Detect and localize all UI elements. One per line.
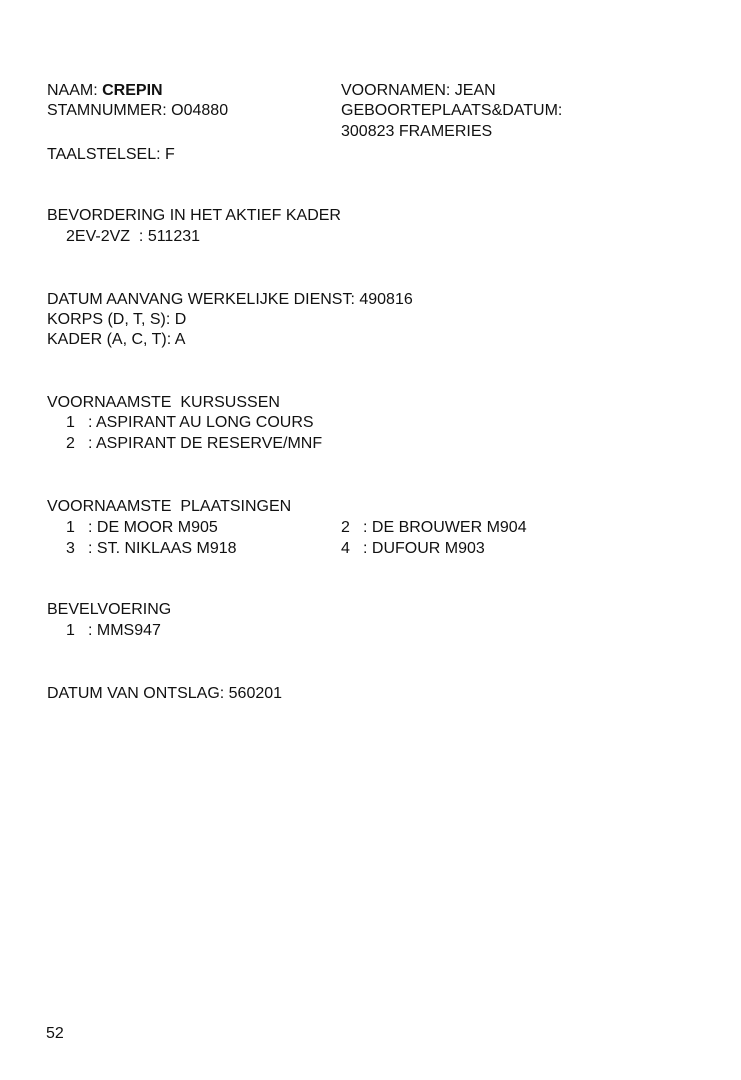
naam-line bbox=[47, 81, 163, 101]
item-number: 4 bbox=[341, 540, 350, 557]
voornamen-label: VOORNAMEN: bbox=[341, 82, 451, 99]
geboorte-label: GEBOORTEPLAATS&DATUM: bbox=[341, 102, 563, 119]
list-item bbox=[66, 621, 161, 641]
item-text: : ASPIRANT AU LONG COURS bbox=[88, 414, 314, 431]
bevelvoering-title: BEVELVOERING bbox=[47, 601, 172, 618]
list-item bbox=[66, 434, 322, 454]
aanvang-dienst: DATUM AANVANG WERKELIJKE DIENST: 490816 bbox=[47, 291, 413, 308]
taalstelsel-value: F bbox=[164, 146, 175, 163]
plaatsingen-title: VOORNAAMSTE PLAATSINGEN bbox=[47, 498, 292, 515]
voornamen-line bbox=[341, 81, 496, 101]
naam-value: CREPIN bbox=[102, 82, 163, 99]
ontslag-line: DATUM VAN ONTSLAG: 560201 bbox=[47, 685, 283, 702]
item-number: 3 bbox=[66, 540, 75, 557]
korps-line: KORPS (D, T, S): D bbox=[47, 311, 187, 328]
voornamen-value: JEAN bbox=[454, 82, 496, 99]
taalstelsel-label: TAALSTELSEL: bbox=[47, 146, 161, 163]
item-text: : ASPIRANT DE RESERVE/MNF bbox=[88, 435, 323, 452]
item-text: : ST. NIKLAAS M918 bbox=[88, 540, 237, 557]
item-number: 1 bbox=[66, 622, 75, 639]
page-number: 52 bbox=[46, 1025, 64, 1042]
stamnummer-label: STAMNUMMER: bbox=[47, 102, 167, 119]
item-number: 2 bbox=[341, 519, 350, 536]
geboorte-value: 300823 FRAMERIES bbox=[341, 123, 493, 140]
item-text: : DUFOUR M903 bbox=[363, 540, 485, 557]
list-item bbox=[341, 539, 485, 559]
list-item bbox=[66, 518, 218, 538]
item-number: 1 bbox=[66, 519, 75, 536]
list-item bbox=[66, 539, 237, 559]
item-text: : MMS947 bbox=[88, 622, 161, 639]
bevordering-title: BEVORDERING IN HET AKTIEF KADER bbox=[47, 207, 341, 224]
kursussen-title: VOORNAAMSTE KURSUSSEN bbox=[47, 394, 280, 411]
stamnummer-line bbox=[47, 101, 228, 121]
item-text: : DE BROUWER M904 bbox=[363, 519, 527, 536]
list-item bbox=[341, 518, 527, 538]
bevordering-line: 2EV-2VZ : 511231 bbox=[66, 228, 201, 245]
item-number: 2 bbox=[66, 435, 75, 452]
item-number: 1 bbox=[66, 414, 75, 431]
item-text: : DE MOOR M905 bbox=[88, 519, 218, 536]
naam-label: NAAM: bbox=[47, 82, 98, 99]
stamnummer-value: O04880 bbox=[171, 102, 229, 119]
taalstelsel-line bbox=[47, 145, 175, 165]
kader-line: KADER (A, C, T): A bbox=[47, 331, 186, 348]
list-item bbox=[66, 413, 314, 433]
